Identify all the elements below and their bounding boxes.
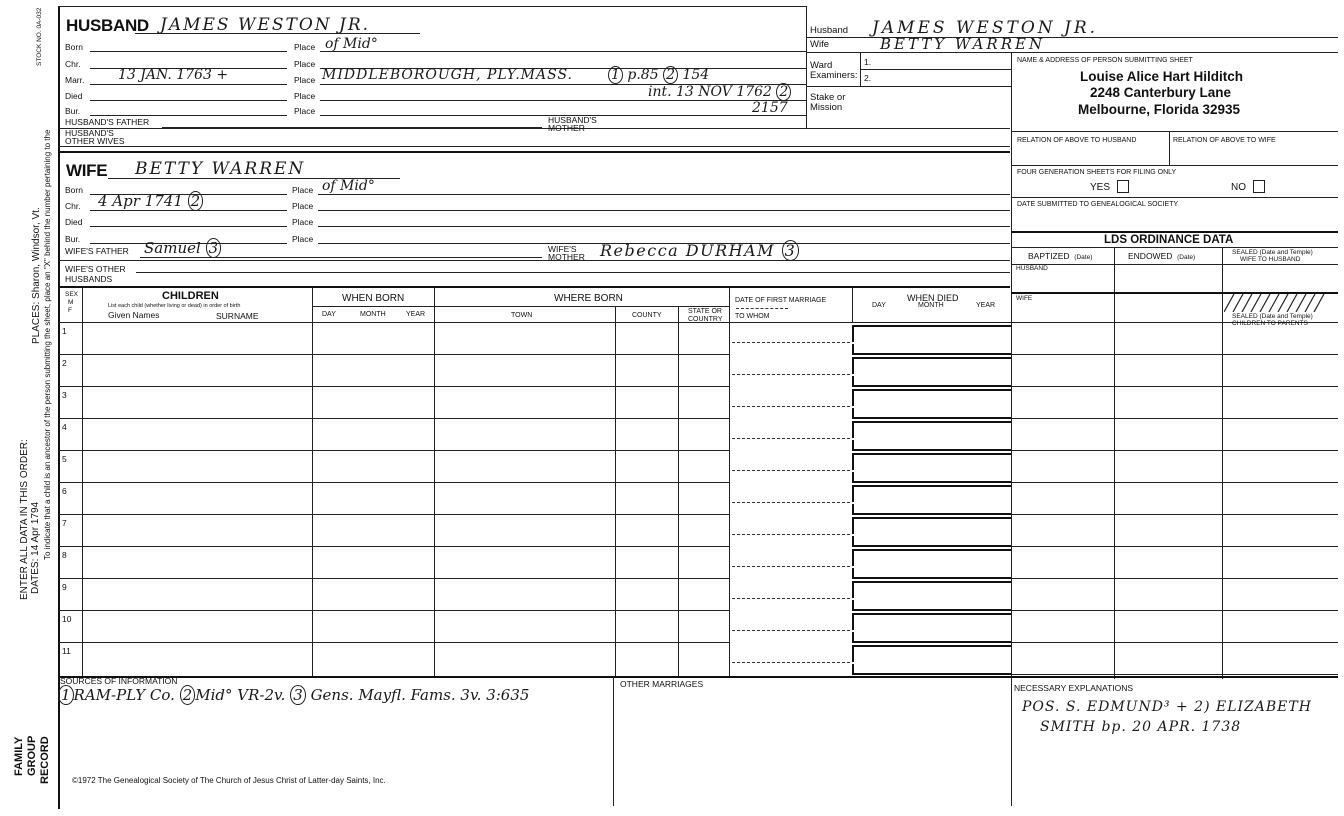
state-label-2: COUNTRY — [688, 316, 723, 323]
rule — [860, 69, 1011, 70]
when-died-bracket — [852, 581, 1011, 598]
lds-row-divider — [1011, 482, 1338, 483]
stake-label: Stake or — [810, 92, 846, 103]
husband-marr-place-label: Place — [294, 75, 316, 85]
husband-name: JAMES WESTON JR. — [160, 15, 371, 35]
date-submitted-label: DATE SUBMITTED TO GENEALOGICAL SOCIETY — [1017, 201, 1179, 208]
rule — [162, 127, 542, 128]
sealed-wife-label-2: WIFE TO HUSBAND — [1240, 256, 1301, 263]
examiner-2: 2. — [864, 73, 872, 83]
submitter-city: Melbourne, Florida 32935 — [1078, 102, 1241, 117]
husband-bur-label: Bur. — [65, 106, 81, 116]
lds-row-divider — [1011, 674, 1338, 675]
when-born-label: WHEN BORN — [342, 293, 405, 304]
husbands-other-wives-label-1: HUSBAND'S — [65, 128, 114, 138]
rule — [320, 100, 806, 101]
sealed-wife-label-1: SEALED (Date and Temple) — [1232, 249, 1313, 256]
rule — [1011, 264, 1338, 265]
died-day-label: DAY — [872, 302, 886, 309]
lds-row-divider — [1011, 610, 1338, 611]
when-died-bracket-lower — [852, 344, 1011, 355]
rule — [90, 210, 287, 211]
child-row-number: 7 — [62, 518, 67, 528]
lds-row-divider — [1011, 642, 1338, 643]
relation-wife-label: RELATION OF ABOVE TO WIFE — [1173, 137, 1276, 144]
sources-label: SOURCES OF INFORMATION — [60, 676, 178, 686]
four-generation-label: FOUR GENERATION SHEETS FOR FILING ONLY — [1017, 169, 1177, 176]
husband-bur-place-label: Place — [294, 106, 316, 116]
when-died-bracket — [852, 357, 1011, 374]
rule — [318, 210, 1010, 211]
wife-born-place: of Mid° — [322, 178, 375, 194]
when-died-bracket — [852, 645, 1011, 662]
husbands-father-label: HUSBAND'S FATHER — [65, 117, 150, 127]
when-died-bracket-lower — [852, 408, 1011, 419]
children-table-bottom-border — [58, 676, 1338, 678]
rule — [320, 51, 806, 52]
first-marriage-line — [732, 630, 850, 631]
child-row-number: 2 — [62, 358, 67, 368]
copyright: ©1972 The Genealogical Society of The Church of Jesus Christ of Latter-day Saints, Inc. — [72, 776, 386, 785]
enter-order-instruction: ENTER ALL DATA IN THIS ORDER: — [19, 439, 30, 600]
wifes-other-husbands-label-2: HUSBANDS — [65, 274, 113, 284]
when-died-bracket-lower — [852, 376, 1011, 387]
first-marriage-line — [732, 438, 850, 439]
first-marriage-line — [732, 342, 850, 343]
first-marriage-line — [732, 566, 850, 567]
given-names-label: Given Names — [108, 310, 160, 320]
necessary-explanations-label: NECESSARY EXPLANATIONS — [1014, 683, 1134, 693]
rule — [1011, 197, 1338, 198]
child-row-divider — [58, 386, 729, 387]
born-day-label: DAY — [322, 311, 336, 318]
when-died-bracket-lower — [852, 504, 1011, 515]
child-row-number: 9 — [62, 582, 67, 592]
submitter-heading: NAME & ADDRESS OF PERSON SUBMITTING SHEET — [1017, 57, 1193, 64]
child-row-divider — [58, 642, 729, 643]
child-row-number: 6 — [62, 486, 67, 496]
ancestor-note: To indicate that a child is an ancestor of the person submitting the sheet, place an "X" behind the number pertaining to the — [43, 129, 52, 560]
lds-husband-label: HUSBAND — [1016, 265, 1048, 272]
rule — [590, 260, 1010, 261]
wifes-father-label: WIFE'S FATHER — [65, 246, 129, 256]
lds-row-divider — [1011, 450, 1338, 451]
lds-row-divider — [1011, 386, 1338, 387]
children-table-top-border — [58, 286, 1010, 288]
lds-row-divider — [1011, 418, 1338, 419]
first-marriage-line — [732, 534, 850, 535]
stock-number: STOCK NO. 0A-032 — [36, 7, 43, 66]
right-husband-label: Husband — [810, 25, 849, 36]
other-marriages-label: OTHER MARRIAGES — [620, 679, 704, 689]
lds-row-divider — [1011, 514, 1338, 515]
when-died-bracket — [852, 421, 1011, 438]
town-label: TOWN — [511, 312, 533, 319]
places-instruction: PLACES: Sharon, Windsor, Vt. — [31, 207, 42, 344]
rule — [136, 272, 1010, 273]
first-marriage-line — [732, 374, 850, 375]
rule — [312, 306, 729, 307]
wife-section-top-border — [58, 151, 1010, 153]
when-died-bracket-lower — [852, 536, 1011, 547]
when-died-bracket — [852, 325, 1011, 342]
family-group-record-3: RECORD — [39, 736, 51, 784]
right-wife-name: BETTY WARREN — [880, 35, 1046, 53]
sources-text: 1 RAM-PLY Co. 2 Mid° VR-2v. 3 Gens. Mayfl. Fams. 3v. 3:635 — [58, 688, 529, 703]
wifes-mother-label-1: WIFE'S — [548, 244, 577, 254]
children-note: List each child (whether living or dead) in order of birth — [108, 303, 241, 309]
when-died-bracket-lower — [852, 440, 1011, 451]
rule — [678, 306, 679, 676]
first-marriage-line — [732, 470, 850, 471]
child-row-divider — [58, 482, 729, 483]
family-group-record-2: GROUP — [26, 735, 38, 776]
dates-instruction: DATES: 14 Apr 1794 — [30, 501, 41, 594]
first-marriage-label: DATE OF FIRST MARRIAGE — [735, 297, 827, 304]
wife-chr-label: Chr. — [65, 201, 81, 211]
child-row-divider — [58, 354, 729, 355]
lds-row-divider — [1011, 354, 1338, 355]
wife-died-label: Died — [65, 217, 83, 227]
right-panel-divider — [1011, 52, 1012, 679]
when-died-bracket-lower — [852, 568, 1011, 579]
rule — [1011, 131, 1338, 132]
when-died-bracket — [852, 517, 1011, 534]
wife-chr-place-label: Place — [292, 201, 314, 211]
rule — [729, 288, 730, 676]
when-died-bracket — [852, 613, 1011, 630]
ward-label: Ward — [810, 60, 833, 71]
wife-born-place-label: Place — [292, 185, 314, 195]
when-died-bracket-lower — [852, 664, 1011, 675]
yes-label: YES — [1090, 182, 1111, 193]
rule — [90, 115, 287, 116]
when-died-bracket-lower — [852, 632, 1011, 643]
husband-section-right-border — [806, 6, 807, 128]
husband-marriage-date: 13 JAN. 1763 + — [118, 67, 229, 83]
marriage-intention: int. 13 NOV 1762 2 — [648, 85, 791, 99]
rule — [90, 226, 287, 227]
rule — [1169, 131, 1170, 165]
child-row-number: 8 — [62, 550, 67, 560]
wifes-mother: Rebecca DURHAM 3 — [600, 243, 799, 259]
lds-wife-label: WIFE — [1016, 295, 1033, 302]
husbands-mother-label-2: MOTHER — [548, 123, 585, 133]
rule — [90, 51, 287, 52]
wifes-father: Samuel 3 — [144, 241, 221, 256]
endowed-label: ENDOWED (Date) — [1128, 251, 1196, 261]
submitter-name: Louise Alice Hart Hilditch — [1080, 69, 1244, 84]
right-wife-label: Wife — [810, 39, 829, 50]
rule — [58, 128, 1010, 129]
no-label: NO — [1231, 182, 1246, 193]
family-group-record-1: FAMILY — [13, 736, 25, 776]
child-row-divider — [58, 578, 729, 579]
child-row-number: 11 — [62, 646, 71, 656]
rule — [58, 146, 1010, 147]
rule — [1011, 247, 1338, 248]
sex-f-label: F — [68, 307, 72, 314]
died-year-label: YEAR — [976, 302, 996, 309]
where-born-label: WHERE BORN — [554, 293, 623, 304]
first-marriage-line — [732, 502, 850, 503]
page-reference: 2157 — [752, 100, 788, 116]
husbands-other-wives-label-2: OTHER WIVES — [65, 136, 125, 146]
baptized-label: BAPTIZED (Date) — [1028, 251, 1093, 261]
children-title: CHILDREN — [162, 290, 219, 302]
husbands-mother-label-1: HUSBAND'S — [548, 115, 597, 125]
wifes-mother-label-2: MOTHER — [548, 252, 585, 262]
rule — [1011, 165, 1338, 166]
when-died-label: WHEN DIED — [907, 293, 959, 303]
explanation-line-1: POS. S. EDMUND³ + 2) ELIZABETH — [1022, 699, 1312, 715]
yes-checkbox[interactable] — [1117, 180, 1129, 193]
lds-title: LDS ORDINANCE DATA — [1104, 234, 1234, 246]
lds-row-divider — [1011, 578, 1338, 579]
wife-name: BETTY WARREN — [135, 159, 306, 179]
when-died-bracket-lower — [852, 472, 1011, 483]
child-row-number: 10 — [62, 614, 72, 624]
when-died-bracket — [852, 453, 1011, 470]
first-marriage-line — [732, 406, 850, 407]
relation-husband-label: RELATION OF ABOVE TO HUSBAND — [1017, 137, 1137, 144]
rule — [736, 308, 788, 309]
husband-marriage-place: MIDDLEBOROUGH, PLY.MASS. — [322, 67, 574, 83]
child-row-number: 3 — [62, 390, 67, 400]
rule — [318, 226, 1010, 227]
rule — [852, 288, 853, 322]
wife-died-place-label: Place — [292, 217, 314, 227]
rule — [58, 6, 806, 7]
sex-m-label: M — [68, 299, 74, 306]
county-label: COUNTY — [632, 312, 662, 319]
rule — [1114, 247, 1115, 679]
submitter-street: 2248 Canterbury Lane — [1090, 85, 1232, 100]
marriage-reference: 1 p.85 2 154 — [608, 68, 709, 82]
child-row-divider — [58, 450, 729, 451]
wife-born-label: Born — [65, 185, 83, 195]
hatched-not-applicable-box — [1224, 294, 1330, 312]
husband-born-place: of Mid° — [325, 36, 378, 52]
state-label-1: STATE OR — [688, 308, 722, 315]
examiner-1: 1. — [864, 57, 872, 67]
when-died-bracket — [852, 485, 1011, 502]
to-whom-label: TO WHOM — [735, 313, 770, 320]
born-month-label: MONTH — [360, 311, 386, 318]
when-died-bracket — [852, 389, 1011, 406]
child-row-number: 1 — [62, 326, 67, 336]
child-row-number: 5 — [62, 454, 67, 464]
wifes-other-husbands-label-1: WIFE'S OTHER — [65, 264, 126, 274]
when-died-bracket-lower — [852, 600, 1011, 611]
when-died-bracket — [852, 549, 1011, 566]
sealed-children-label-1: SEALED (Date and Temple) — [1232, 313, 1313, 320]
no-checkbox[interactable] — [1253, 180, 1265, 193]
rule — [318, 194, 1010, 195]
husband-born-place-label: Place — [294, 42, 316, 52]
wife-heading: WIFE — [66, 161, 108, 180]
husband-born-label: Born — [65, 42, 83, 52]
rule — [140, 257, 542, 258]
surname-label: SURNAME — [216, 311, 259, 321]
rule — [615, 306, 616, 676]
mission-label: Mission — [810, 102, 843, 113]
child-row-divider — [58, 610, 729, 611]
wife-bur-place-label: Place — [292, 234, 314, 244]
sealed-children-label-2: CHILDREN TO PARENTS — [1232, 320, 1308, 327]
husband-marr-label: Marr. — [65, 75, 85, 85]
examiners-label: Examiners: — [810, 70, 858, 81]
child-row-divider — [58, 514, 729, 515]
wife-bur-label: Bur. — [65, 234, 81, 244]
husband-chr-place-label: Place — [294, 59, 316, 69]
husband-heading: HUSBAND — [66, 16, 149, 35]
rule — [1011, 231, 1338, 233]
rule — [1011, 676, 1012, 806]
first-marriage-line — [732, 598, 850, 599]
first-marriage-line — [732, 662, 850, 663]
husband-died-place-label: Place — [294, 91, 316, 101]
died-month-label: MONTH — [918, 302, 944, 309]
sex-label: SEX — [65, 291, 79, 298]
child-row-divider — [58, 418, 729, 419]
wife-christening: 4 Apr 1741 2 — [98, 194, 203, 209]
lds-row-divider — [1011, 546, 1338, 547]
child-row-number: 4 — [62, 422, 67, 432]
right-husband-name: JAMES WESTON JR. — [872, 18, 1099, 38]
rule — [806, 86, 1011, 87]
rule — [1222, 247, 1223, 679]
husband-died-label: Died — [65, 91, 83, 101]
rule — [613, 676, 614, 806]
explanation-line-2: SMITH bp. 20 APR. 1738 — [1040, 719, 1242, 735]
rule — [90, 84, 287, 85]
husband-chr-label: Chr. — [65, 59, 81, 69]
child-row-divider — [58, 546, 729, 547]
rule — [90, 100, 287, 101]
born-year-label: YEAR — [406, 311, 426, 318]
